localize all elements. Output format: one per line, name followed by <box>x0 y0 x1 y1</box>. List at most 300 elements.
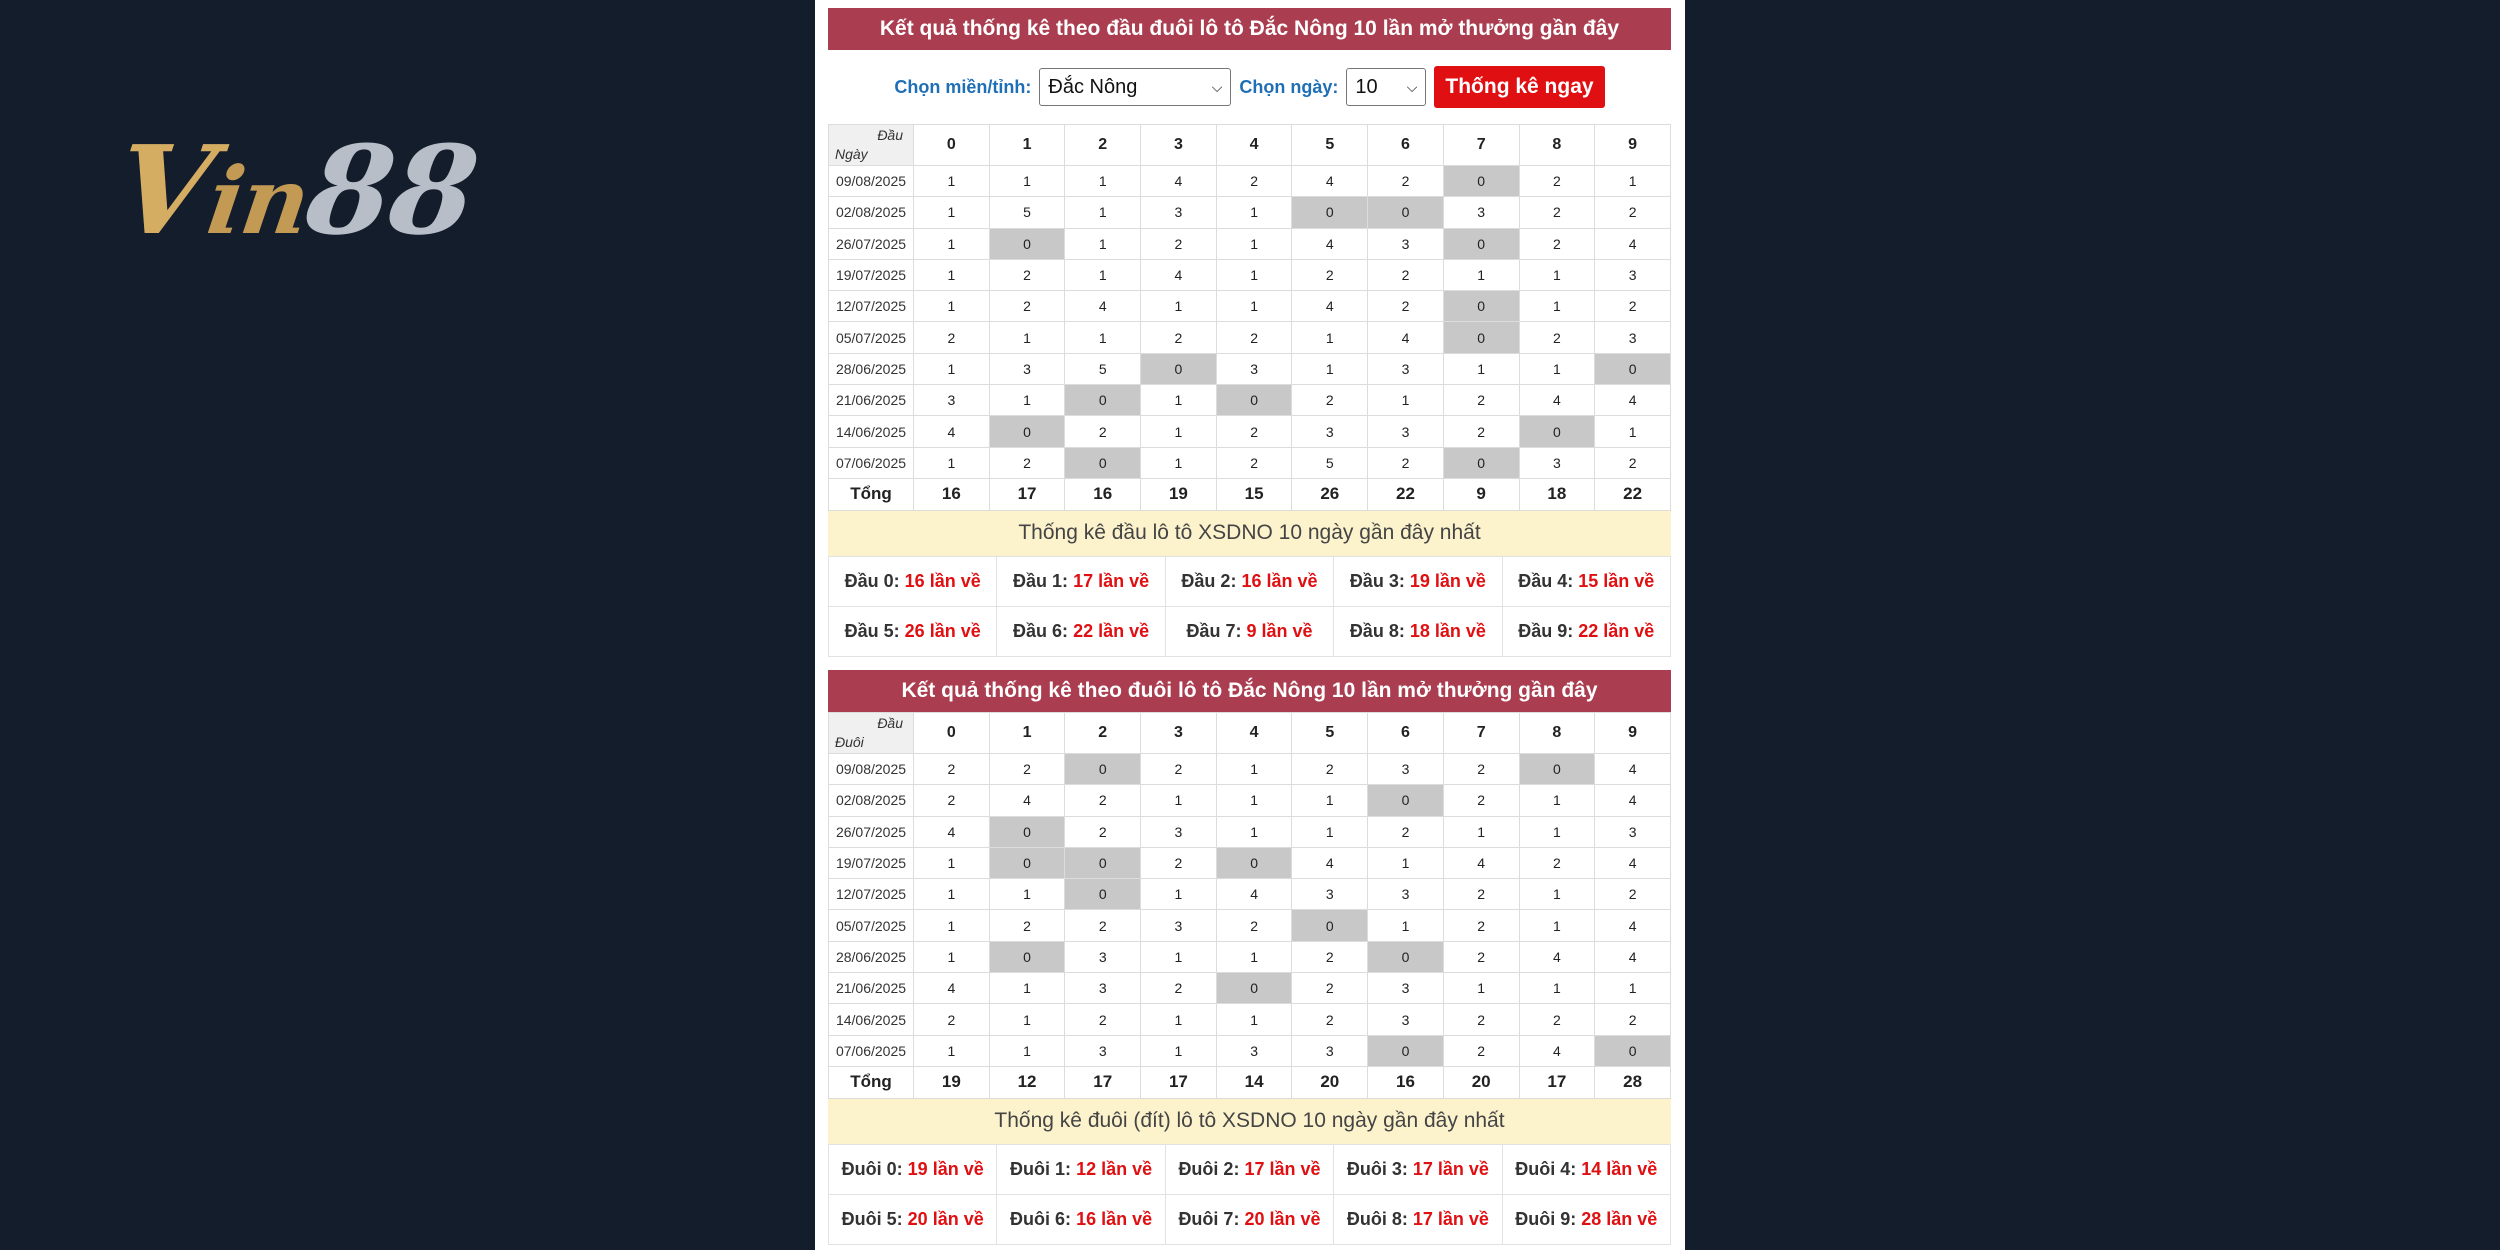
summary-cell <box>1165 556 1333 606</box>
table-cell: 2 <box>1216 416 1292 447</box>
row-date: 21/06/2025 <box>829 385 914 416</box>
summary-cell <box>1334 1144 1502 1194</box>
table-cell: 0 <box>1443 322 1519 353</box>
total-cell: 16 <box>1368 1066 1444 1098</box>
table-cell: 0 <box>1595 1035 1671 1066</box>
table-cell: 0 <box>989 228 1065 259</box>
summary-label: Đầu 4: <box>1518 570 1574 591</box>
table-cell: 2 <box>1595 291 1671 322</box>
table-cell: 1 <box>914 847 990 878</box>
table-cell: 3 <box>1216 353 1292 384</box>
table-cell: 0 <box>1065 754 1141 785</box>
total-cell: 16 <box>1065 478 1141 510</box>
row-date: 14/06/2025 <box>829 1004 914 1035</box>
column-header: 9 <box>1595 125 1671 166</box>
duoi-summary-table <box>828 1144 1671 1245</box>
table-cell: 2 <box>1443 910 1519 941</box>
total-cell: 16 <box>914 478 990 510</box>
table-cell: 2 <box>1595 197 1671 228</box>
summary-cell <box>829 556 997 606</box>
table-cell: 2 <box>1065 1004 1141 1035</box>
table-cell: 2 <box>1443 754 1519 785</box>
row-date: 21/06/2025 <box>829 973 914 1004</box>
table-cell: 3 <box>1065 1035 1141 1066</box>
table-cell: 2 <box>1443 385 1519 416</box>
summary-label: Đuôi 1: <box>1010 1158 1072 1179</box>
total-cell: 14 <box>1216 1066 1292 1098</box>
table-cell: 2 <box>1519 1004 1595 1035</box>
corner-top-label: Đầu <box>877 127 903 143</box>
column-header: 2 <box>1065 713 1141 754</box>
table-cell: 2 <box>1292 385 1368 416</box>
chevron-down-icon: ⌵ <box>1406 78 1418 95</box>
table-cell: 0 <box>1368 197 1444 228</box>
summary-title: Thống kê đầu lô tô XSDNO 10 ngày gần đây nhất <box>828 511 1671 556</box>
table-cell: 2 <box>1519 228 1595 259</box>
summary-cell <box>829 606 997 656</box>
section-header: Kết quả thống kê theo đầu đuôi lô tô Đắc Nông 10 lần mở thưởng gần đây <box>828 8 1671 50</box>
column-header: 4 <box>1216 125 1292 166</box>
row-date: 12/07/2025 <box>829 291 914 322</box>
table-cell: 2 <box>1292 941 1368 972</box>
table-cell: 0 <box>1216 385 1292 416</box>
table-cell: 4 <box>1292 166 1368 197</box>
table-cell: 4 <box>914 416 990 447</box>
table-cell: 1 <box>1216 1004 1292 1035</box>
table-cell: 1 <box>1216 291 1292 322</box>
table-cell: 0 <box>1443 291 1519 322</box>
column-header: 2 <box>1065 125 1141 166</box>
summary-count: 26 lần về <box>904 620 981 641</box>
row-date: 05/07/2025 <box>829 910 914 941</box>
table-cell: 4 <box>1595 754 1671 785</box>
days-label: Chọn ngày: <box>1239 76 1339 97</box>
column-header: 4 <box>1216 713 1292 754</box>
total-row <box>829 1066 1671 1098</box>
table-row <box>829 1035 1671 1066</box>
table-cell: 3 <box>1519 447 1595 478</box>
summary-cell <box>997 606 1165 656</box>
table-cell: 2 <box>1216 910 1292 941</box>
table-cell: 2 <box>1368 447 1444 478</box>
summary-label: Đuôi 4: <box>1515 1158 1577 1179</box>
table-cell: 0 <box>1443 166 1519 197</box>
table-cell: 0 <box>1368 785 1444 816</box>
table-cell: 2 <box>1141 322 1217 353</box>
table-cell: 1 <box>1368 385 1444 416</box>
table-row <box>829 973 1671 1004</box>
table-cell: 4 <box>1443 847 1519 878</box>
table-cell: 1 <box>1141 941 1217 972</box>
summary-count: 17 lần về <box>1244 1158 1321 1179</box>
table-cell: 3 <box>1065 941 1141 972</box>
total-label: Tổng <box>829 478 914 510</box>
row-date: 19/07/2025 <box>829 259 914 290</box>
table-cell: 4 <box>1595 847 1671 878</box>
table-cell: 3 <box>1595 322 1671 353</box>
table-cell: 2 <box>1065 910 1141 941</box>
total-row <box>829 478 1671 510</box>
column-header: 7 <box>1443 713 1519 754</box>
days-select-value: 10 <box>1355 75 1378 98</box>
table-cell: 0 <box>1216 847 1292 878</box>
summary-cell <box>1334 1194 1502 1244</box>
total-cell: 17 <box>989 478 1065 510</box>
table-cell: 1 <box>1595 166 1671 197</box>
table-cell: 4 <box>989 785 1065 816</box>
table-row <box>829 1004 1671 1035</box>
total-cell: 18 <box>1519 478 1595 510</box>
total-cell: 17 <box>1065 1066 1141 1098</box>
table-cell: 2 <box>1443 785 1519 816</box>
table-cell: 1 <box>989 973 1065 1004</box>
summary-count: 9 lần về <box>1246 620 1313 641</box>
table-cell: 1 <box>1216 197 1292 228</box>
table-cell: 1 <box>914 879 990 910</box>
total-cell: 17 <box>1141 1066 1217 1098</box>
table-cell: 1 <box>914 1035 990 1066</box>
summary-label: Đuôi 3: <box>1346 1158 1408 1179</box>
row-date: 28/06/2025 <box>829 353 914 384</box>
column-header: 8 <box>1519 713 1595 754</box>
table-cell: 2 <box>1216 447 1292 478</box>
summary-label: Đầu 6: <box>1013 620 1069 641</box>
table-cell: 1 <box>1141 1004 1217 1035</box>
table-cell: 4 <box>1368 322 1444 353</box>
table-cell: 0 <box>1065 879 1141 910</box>
table-cell: 0 <box>1065 847 1141 878</box>
total-cell: 9 <box>1443 478 1519 510</box>
summary-label: Đuôi 0: <box>841 1158 903 1179</box>
total-cell: 20 <box>1292 1066 1368 1098</box>
total-cell: 20 <box>1443 1066 1519 1098</box>
summary-count: 16 lần về <box>1241 570 1318 591</box>
table-cell: 1 <box>1141 291 1217 322</box>
table-cell: 1 <box>1216 754 1292 785</box>
table-cell: 0 <box>1292 910 1368 941</box>
table-cell: 1 <box>1519 879 1595 910</box>
column-header: 0 <box>914 125 990 166</box>
table-cell: 4 <box>1595 228 1671 259</box>
table-cell: 0 <box>1443 447 1519 478</box>
table-cell: 2 <box>914 754 990 785</box>
summary-cell <box>829 1144 997 1194</box>
summary-count: 20 lần về <box>907 1208 984 1229</box>
table-cell: 2 <box>1216 166 1292 197</box>
table-cell: 4 <box>1595 785 1671 816</box>
table-cell: 1 <box>989 1035 1065 1066</box>
total-cell: 19 <box>914 1066 990 1098</box>
row-date: 28/06/2025 <box>829 941 914 972</box>
table-cell: 1 <box>989 166 1065 197</box>
total-cell: 28 <box>1595 1066 1671 1098</box>
table-cell: 2 <box>1141 228 1217 259</box>
summary-label: Đầu 8: <box>1349 620 1405 641</box>
content-panel <box>815 0 1685 1250</box>
table-cell: 0 <box>1519 754 1595 785</box>
table-cell: 2 <box>1595 1004 1671 1035</box>
table-cell: 2 <box>914 322 990 353</box>
table-cell: 3 <box>1368 1004 1444 1035</box>
table-row <box>829 322 1671 353</box>
table-cell: 1 <box>1368 910 1444 941</box>
table-row <box>829 447 1671 478</box>
duoi-table <box>828 712 1671 1099</box>
summary-label: Đầu 2: <box>1181 570 1237 591</box>
table-cell: 4 <box>1065 291 1141 322</box>
row-date: 02/08/2025 <box>829 197 914 228</box>
section-header: Kết quả thống kê theo đuôi lô tô Đắc Nông 10 lần mở thưởng gần đây <box>828 670 1671 712</box>
table-cell: 2 <box>1216 322 1292 353</box>
column-header: 5 <box>1292 125 1368 166</box>
table-cell: 2 <box>1368 259 1444 290</box>
column-header: 1 <box>989 713 1065 754</box>
summary-cell <box>1165 606 1333 656</box>
column-header: 6 <box>1368 125 1444 166</box>
table-cell: 0 <box>1368 941 1444 972</box>
summary-label: Đuôi 8: <box>1346 1208 1408 1229</box>
table-row <box>829 259 1671 290</box>
summary-count: 15 lần về <box>1578 570 1655 591</box>
table-cell: 1 <box>989 385 1065 416</box>
table-cell: 1 <box>1141 785 1217 816</box>
dau-stats-section <box>828 8 1671 657</box>
row-date: 07/06/2025 <box>829 1035 914 1066</box>
table-row <box>829 941 1671 972</box>
table-cell: 4 <box>1519 385 1595 416</box>
column-header: 8 <box>1519 125 1595 166</box>
table-row <box>829 228 1671 259</box>
table-row <box>829 754 1671 785</box>
table-cell: 1 <box>914 166 990 197</box>
table-cell: 5 <box>1292 447 1368 478</box>
table-cell: 1 <box>1368 847 1444 878</box>
table-cell: 1 <box>914 447 990 478</box>
summary-label: Đầu 9: <box>1518 620 1574 641</box>
column-header: 9 <box>1595 713 1671 754</box>
table-cell: 5 <box>1065 353 1141 384</box>
summary-cell <box>829 1194 997 1244</box>
summary-count: 22 lần về <box>1073 620 1150 641</box>
summary-label: Đuôi 9: <box>1515 1208 1577 1229</box>
summary-cell <box>1334 606 1502 656</box>
table-cell: 4 <box>914 973 990 1004</box>
total-cell: 26 <box>1292 478 1368 510</box>
column-header: 1 <box>989 125 1065 166</box>
summary-label: Đuôi 5: <box>841 1208 903 1229</box>
table-cell: 1 <box>1595 973 1671 1004</box>
dau-summary-table <box>828 556 1671 657</box>
summary-cell <box>997 1194 1165 1244</box>
column-header: 0 <box>914 713 990 754</box>
table-cell: 3 <box>1368 416 1444 447</box>
table-row <box>829 847 1671 878</box>
table-cell: 1 <box>1216 228 1292 259</box>
top-tab-strip <box>841 0 1061 5</box>
corner-bottom-label: Ngày <box>835 146 868 162</box>
table-cell: 2 <box>1368 166 1444 197</box>
table-cell: 4 <box>1595 910 1671 941</box>
table-cell: 1 <box>1216 941 1292 972</box>
table-cell: 3 <box>1141 910 1217 941</box>
total-label: Tổng <box>829 1066 914 1098</box>
table-cell: 0 <box>989 816 1065 847</box>
table-cell: 2 <box>1292 754 1368 785</box>
dau-table <box>828 124 1671 511</box>
table-cell: 3 <box>989 353 1065 384</box>
row-date: 05/07/2025 <box>829 322 914 353</box>
table-cell: 4 <box>1216 879 1292 910</box>
table-cell: 1 <box>1595 416 1671 447</box>
table-cell: 3 <box>1368 228 1444 259</box>
column-header: 5 <box>1292 713 1368 754</box>
row-date: 09/08/2025 <box>829 754 914 785</box>
table-cell: 2 <box>989 447 1065 478</box>
summary-count: 17 lần về <box>1412 1158 1489 1179</box>
total-cell: 12 <box>989 1066 1065 1098</box>
table-cell: 1 <box>989 1004 1065 1035</box>
table-cell: 1 <box>914 291 990 322</box>
table-cell: 3 <box>1141 816 1217 847</box>
summary-cell <box>1165 1194 1333 1244</box>
table-cell: 3 <box>1065 973 1141 1004</box>
table-cell: 1 <box>1065 322 1141 353</box>
table-cell: 2 <box>1292 973 1368 1004</box>
table-cell: 1 <box>1519 973 1595 1004</box>
region-select[interactable] <box>1039 68 1231 106</box>
table-cell: 2 <box>1519 847 1595 878</box>
summary-label: Đầu 7: <box>1186 620 1242 641</box>
table-row <box>829 816 1671 847</box>
table-cell: 3 <box>1292 879 1368 910</box>
summary-row <box>829 1194 1671 1244</box>
table-cell: 2 <box>1595 447 1671 478</box>
row-date: 26/07/2025 <box>829 816 914 847</box>
table-row <box>829 416 1671 447</box>
table-cell: 2 <box>914 1004 990 1035</box>
corner-bottom-label: Đuôi <box>835 734 864 750</box>
table-cell: 1 <box>1141 447 1217 478</box>
table-cell: 0 <box>989 416 1065 447</box>
table-cell: 2 <box>1443 941 1519 972</box>
table-cell: 2 <box>1368 816 1444 847</box>
table-cell: 5 <box>989 197 1065 228</box>
table-row <box>829 353 1671 384</box>
table-cell: 2 <box>1141 973 1217 1004</box>
summary-label: Đuôi 2: <box>1178 1158 1240 1179</box>
table-cell: 1 <box>1519 910 1595 941</box>
table-cell: 1 <box>914 910 990 941</box>
table-cell: 3 <box>1368 973 1444 1004</box>
table-cell: 2 <box>989 259 1065 290</box>
stats-submit-button[interactable]: Thống kê ngay <box>1434 66 1604 108</box>
table-cell: 3 <box>914 385 990 416</box>
table-cell: 1 <box>1519 816 1595 847</box>
row-date: 07/06/2025 <box>829 447 914 478</box>
days-select[interactable] <box>1346 68 1426 106</box>
summary-cell <box>1502 556 1670 606</box>
table-cell: 1 <box>1141 879 1217 910</box>
summary-cell <box>997 1144 1165 1194</box>
table-cell: 1 <box>1443 259 1519 290</box>
table-cell: 1 <box>1065 166 1141 197</box>
table-cell: 2 <box>1368 291 1444 322</box>
summary-label: Đầu 0: <box>844 570 900 591</box>
table-cell: 0 <box>1292 197 1368 228</box>
table-cell: 1 <box>914 197 990 228</box>
table-cell: 0 <box>1368 1035 1444 1066</box>
table-cell: 0 <box>1519 416 1595 447</box>
table-cell: 1 <box>1216 816 1292 847</box>
summary-row <box>829 1144 1671 1194</box>
region-label: Chọn miền/tỉnh: <box>894 76 1032 97</box>
table-corner <box>829 713 914 754</box>
table-cell: 2 <box>1141 754 1217 785</box>
table-row <box>829 385 1671 416</box>
summary-cell <box>1502 606 1670 656</box>
summary-label: Đầu 5: <box>844 620 900 641</box>
chevron-down-icon: ⌵ <box>1211 78 1223 95</box>
summary-label: Đuôi 7: <box>1178 1208 1240 1229</box>
table-cell: 2 <box>1595 879 1671 910</box>
table-header-row <box>829 713 1671 754</box>
table-cell: 0 <box>989 941 1065 972</box>
table-cell: 4 <box>1519 1035 1595 1066</box>
table-cell: 4 <box>1141 259 1217 290</box>
summary-label: Đuôi 6: <box>1010 1208 1072 1229</box>
table-cell: 0 <box>1443 228 1519 259</box>
table-cell: 2 <box>1519 166 1595 197</box>
table-cell: 2 <box>989 754 1065 785</box>
table-row <box>829 197 1671 228</box>
table-cell: 2 <box>1519 322 1595 353</box>
table-cell: 3 <box>1216 1035 1292 1066</box>
table-cell: 1 <box>1141 416 1217 447</box>
row-date: 19/07/2025 <box>829 847 914 878</box>
table-cell: 1 <box>1216 785 1292 816</box>
total-cell: 22 <box>1368 478 1444 510</box>
table-cell: 2 <box>1065 416 1141 447</box>
summary-title: Thống kê đuôi (đít) lô tô XSDNO 10 ngày gần đây nhất <box>828 1099 1671 1144</box>
table-cell: 1 <box>1519 291 1595 322</box>
summary-count: 19 lần về <box>907 1158 984 1179</box>
summary-count: 20 lần về <box>1244 1208 1321 1229</box>
table-row <box>829 166 1671 197</box>
table-cell: 0 <box>1065 447 1141 478</box>
table-cell: 0 <box>1141 353 1217 384</box>
table-cell: 4 <box>1292 228 1368 259</box>
table-cell: 4 <box>1292 291 1368 322</box>
table-cell: 3 <box>1292 416 1368 447</box>
row-date: 14/06/2025 <box>829 416 914 447</box>
table-cell: 1 <box>1519 785 1595 816</box>
table-cell: 2 <box>1519 197 1595 228</box>
table-cell: 4 <box>1595 941 1671 972</box>
table-cell: 3 <box>1595 816 1671 847</box>
summary-cell <box>1334 556 1502 606</box>
table-cell: 2 <box>1443 1035 1519 1066</box>
total-cell: 19 <box>1141 478 1217 510</box>
table-cell: 1 <box>1519 353 1595 384</box>
table-cell: 2 <box>989 910 1065 941</box>
table-cell: 2 <box>914 785 990 816</box>
summary-count: 22 lần về <box>1578 620 1655 641</box>
summary-count: 17 lần về <box>1412 1208 1489 1229</box>
table-cell: 1 <box>914 941 990 972</box>
summary-cell <box>997 556 1165 606</box>
table-cell: 2 <box>1292 259 1368 290</box>
summary-count: 28 lần về <box>1581 1208 1658 1229</box>
